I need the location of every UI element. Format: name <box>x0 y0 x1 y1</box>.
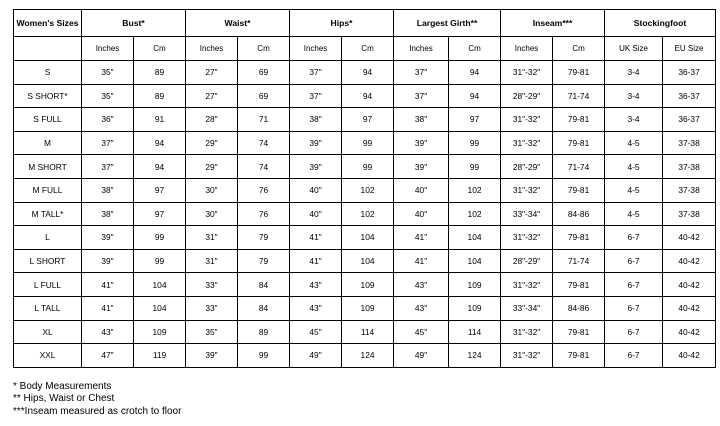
measurement-cell: 6-7 <box>605 296 663 320</box>
measurement-cell: 79 <box>238 226 290 250</box>
measurement-cell: 33"-34" <box>501 296 553 320</box>
measurement-cell: 4-5 <box>605 155 663 179</box>
measurement-cell: 33"-34" <box>501 202 553 226</box>
size-row <box>14 296 716 320</box>
measurement-cell: 41" <box>394 249 449 273</box>
measurement-cell: 33" <box>186 273 238 297</box>
measurement-cell: 39" <box>290 155 342 179</box>
measurement-cell: 49" <box>394 344 449 368</box>
measurement-cell: 36-37 <box>663 61 716 85</box>
measurement-cell: 99 <box>134 249 186 273</box>
size-label-cell: S <box>14 61 82 85</box>
measurement-cell: 27" <box>186 84 238 108</box>
measurement-cell: 31"-32" <box>501 108 553 132</box>
size-rows <box>14 61 716 368</box>
size-label-cell: XL <box>14 320 82 344</box>
measurement-cell: 76 <box>238 202 290 226</box>
size-row <box>14 273 716 297</box>
measurement-cell: 114 <box>342 320 394 344</box>
measurement-cell: 79-81 <box>553 320 605 344</box>
unit-header-row <box>14 37 716 61</box>
group-header-row <box>14 10 716 37</box>
measurement-cell: 6-7 <box>605 273 663 297</box>
size-row <box>14 226 716 250</box>
footnotes <box>13 381 181 418</box>
measurement-cell: 109 <box>134 320 186 344</box>
footnote: ***Inseam measured as crotch to floor <box>13 405 182 417</box>
measurement-cell: 28"-29" <box>501 155 553 179</box>
size-label-cell: S SHORT* <box>14 84 82 108</box>
measurement-cell: 37-38 <box>663 131 716 155</box>
measurement-cell: 104 <box>342 249 394 273</box>
measurement-cell: 69 <box>238 84 290 108</box>
measurement-cell: 84-86 <box>553 202 605 226</box>
size-label-cell: L FULL <box>14 273 82 297</box>
waist-header: Waist* <box>186 10 290 37</box>
measurement-cell: 6-7 <box>605 226 663 250</box>
measurement-cell: 37-38 <box>663 202 716 226</box>
measurement-cell: 37" <box>290 84 342 108</box>
size-row <box>14 61 716 85</box>
measurement-cell: 39" <box>82 249 134 273</box>
unit-header: Inches <box>186 37 238 61</box>
measurement-cell: 36-37 <box>663 84 716 108</box>
measurement-cell: 37" <box>290 61 342 85</box>
measurement-cell: 37" <box>82 155 134 179</box>
measurement-cell: 29" <box>186 155 238 179</box>
measurement-cell: 31"-32" <box>501 273 553 297</box>
measurement-cell: 31"-32" <box>501 61 553 85</box>
bust-header: Bust* <box>82 10 186 37</box>
size-label-cell: M FULL <box>14 178 82 202</box>
measurement-cell: 84 <box>238 273 290 297</box>
measurement-cell: 79-81 <box>553 108 605 132</box>
measurement-cell: 71 <box>238 108 290 132</box>
measurement-cell: 36-37 <box>663 108 716 132</box>
measurement-cell: 79-81 <box>553 226 605 250</box>
measurement-cell: 40-42 <box>663 273 716 297</box>
measurement-cell: 99 <box>342 155 394 179</box>
measurement-cell: 104 <box>449 249 501 273</box>
measurement-cell: 37-38 <box>663 155 716 179</box>
measurement-cell: 47" <box>82 344 134 368</box>
measurement-cell: 38" <box>394 108 449 132</box>
measurement-cell: 33" <box>186 296 238 320</box>
measurement-cell: 99 <box>342 131 394 155</box>
measurement-cell: 31" <box>186 226 238 250</box>
size-label-cell: L <box>14 226 82 250</box>
measurement-cell: 102 <box>342 202 394 226</box>
measurement-cell: 102 <box>449 202 501 226</box>
measurement-cell: 45" <box>290 320 342 344</box>
measurement-cell: 99 <box>238 344 290 368</box>
measurement-cell: 124 <box>449 344 501 368</box>
measurement-cell: 30" <box>186 178 238 202</box>
measurement-cell: 94 <box>134 155 186 179</box>
measurement-cell: 99 <box>449 131 501 155</box>
unit-header: Inches <box>290 37 342 61</box>
unit-header: Cm <box>449 37 501 61</box>
measurement-cell: 3-4 <box>605 84 663 108</box>
measurement-cell: 3-4 <box>605 108 663 132</box>
unit-header: Cm <box>134 37 186 61</box>
measurement-cell: 104 <box>342 226 394 250</box>
measurement-cell: 41" <box>394 226 449 250</box>
measurement-cell: 71-74 <box>553 84 605 108</box>
footnote: * Body Measurements <box>13 381 112 392</box>
measurement-cell: 97 <box>449 108 501 132</box>
size-row <box>14 131 716 155</box>
size-row <box>14 84 716 108</box>
measurement-cell: 49" <box>290 344 342 368</box>
measurement-cell: 31"-32" <box>501 226 553 250</box>
unit-header: Cm <box>342 37 394 61</box>
measurement-cell: 39" <box>394 131 449 155</box>
measurement-cell: 43" <box>82 320 134 344</box>
measurement-cell: 41" <box>82 296 134 320</box>
measurement-cell: 43" <box>290 296 342 320</box>
size-row <box>14 344 716 368</box>
measurement-cell: 40-42 <box>663 296 716 320</box>
measurement-cell: 76 <box>238 178 290 202</box>
measurement-cell: 102 <box>449 178 501 202</box>
size-label-cell: XXL <box>14 344 82 368</box>
measurement-cell: 37" <box>82 131 134 155</box>
measurement-cell: 40-42 <box>663 344 716 368</box>
measurement-cell: 39" <box>186 344 238 368</box>
measurement-cell: 109 <box>449 273 501 297</box>
measurement-cell: 97 <box>342 108 394 132</box>
measurement-cell: 28"-29" <box>501 249 553 273</box>
measurement-cell: 37" <box>394 84 449 108</box>
measurement-cell: 35" <box>82 84 134 108</box>
measurement-cell: 4-5 <box>605 131 663 155</box>
measurement-cell: 84 <box>238 296 290 320</box>
measurement-cell: 39" <box>290 131 342 155</box>
measurement-cell: 109 <box>342 296 394 320</box>
size-row <box>14 155 716 179</box>
unit-header: Cm <box>553 37 605 61</box>
unit-header: Inches <box>501 37 553 61</box>
size-label-cell: M SHORT <box>14 155 82 179</box>
measurement-cell: 89 <box>238 320 290 344</box>
measurement-cell: 91 <box>134 108 186 132</box>
stockingfoot-header: Stockingfoot <box>605 10 716 37</box>
measurement-cell: 40-42 <box>663 320 716 344</box>
measurement-cell: 4-5 <box>605 178 663 202</box>
measurement-cell: 39" <box>82 226 134 250</box>
measurement-cell: 79 <box>238 249 290 273</box>
measurement-cell: 84-86 <box>553 296 605 320</box>
measurement-cell: 97 <box>134 178 186 202</box>
measurement-cell: 71-74 <box>553 155 605 179</box>
measurement-cell: 94 <box>449 61 501 85</box>
hips-header: Hips* <box>290 10 394 37</box>
measurement-cell: 71-74 <box>553 249 605 273</box>
measurement-cell: 31"-32" <box>501 178 553 202</box>
measurement-cell: 89 <box>134 84 186 108</box>
measurement-cell: 31"-32" <box>501 344 553 368</box>
measurement-cell: 38" <box>290 108 342 132</box>
size-row <box>14 320 716 344</box>
size-label-cell: L SHORT <box>14 249 82 273</box>
unit-header: Cm <box>238 37 290 61</box>
size-row <box>14 178 716 202</box>
measurement-cell: 43" <box>394 296 449 320</box>
measurement-cell: 79-81 <box>553 178 605 202</box>
measurement-cell: 31"-32" <box>501 320 553 344</box>
size-row <box>14 108 716 132</box>
measurement-cell: 40" <box>394 202 449 226</box>
measurement-cell: 39" <box>394 155 449 179</box>
size-row <box>14 202 716 226</box>
measurement-cell: 6-7 <box>605 249 663 273</box>
empty-header-cell <box>14 37 82 61</box>
largest-girth-header: Largest Girth** <box>394 10 501 37</box>
measurement-cell: 40-42 <box>663 249 716 273</box>
measurement-cell: 40-42 <box>663 226 716 250</box>
measurement-cell: 99 <box>134 226 186 250</box>
measurement-cell: 94 <box>342 61 394 85</box>
measurement-cell: 104 <box>134 296 186 320</box>
measurement-cell: 119 <box>134 344 186 368</box>
measurement-cell: 89 <box>134 61 186 85</box>
measurement-cell: 94 <box>342 84 394 108</box>
measurement-cell: 79-81 <box>553 273 605 297</box>
measurement-cell: 40" <box>290 178 342 202</box>
measurement-cell: 97 <box>134 202 186 226</box>
unit-header: Inches <box>394 37 449 61</box>
measurement-cell: 43" <box>394 273 449 297</box>
measurement-cell: 74 <box>238 155 290 179</box>
measurement-cell: 36" <box>82 108 134 132</box>
size-row <box>14 249 716 273</box>
inseam-header: Inseam*** <box>501 10 605 37</box>
measurement-cell: 28" <box>186 108 238 132</box>
measurement-cell: 27" <box>186 61 238 85</box>
size-label-cell: S FULL <box>14 108 82 132</box>
measurement-cell: 28"-29" <box>501 84 553 108</box>
size-label-cell: M TALL* <box>14 202 82 226</box>
size-label-cell: L TALL <box>14 296 82 320</box>
measurement-cell: 31" <box>186 249 238 273</box>
measurement-cell: 114 <box>449 320 501 344</box>
measurement-cell: 74 <box>238 131 290 155</box>
measurement-cell: 3-4 <box>605 61 663 85</box>
measurement-cell: 35" <box>186 320 238 344</box>
measurement-cell: 109 <box>449 296 501 320</box>
measurement-cell: 79-81 <box>553 131 605 155</box>
measurement-cell: 6-7 <box>605 320 663 344</box>
measurement-cell: 4-5 <box>605 202 663 226</box>
measurement-cell: 79-81 <box>553 61 605 85</box>
measurement-cell: 38" <box>82 178 134 202</box>
measurement-cell: 109 <box>342 273 394 297</box>
measurement-cell: 37" <box>394 61 449 85</box>
measurement-cell: 104 <box>449 226 501 250</box>
measurement-cell: 35" <box>82 61 134 85</box>
measurement-cell: 38" <box>82 202 134 226</box>
measurement-cell: 37-38 <box>663 178 716 202</box>
footnote: ** Hips, Waist or Chest <box>13 393 115 405</box>
measurement-cell: 41" <box>82 273 134 297</box>
measurement-cell: 104 <box>134 273 186 297</box>
measurement-cell: 94 <box>449 84 501 108</box>
unit-header: Inches <box>82 37 134 61</box>
measurement-cell: 69 <box>238 61 290 85</box>
measurement-cell: 41" <box>290 226 342 250</box>
measurement-cell: 40" <box>290 202 342 226</box>
measurement-cell: 29" <box>186 131 238 155</box>
measurement-cell: 99 <box>449 155 501 179</box>
measurement-cell: 79-81 <box>553 344 605 368</box>
measurement-cell: 31"-32" <box>501 131 553 155</box>
measurement-cell: 124 <box>342 344 394 368</box>
measurement-cell: 102 <box>342 178 394 202</box>
measurement-cell: 41" <box>290 249 342 273</box>
womens-sizes-header: Women's Sizes <box>14 10 82 37</box>
measurement-cell: 94 <box>134 131 186 155</box>
measurement-cell: 43" <box>290 273 342 297</box>
measurement-cell: 6-7 <box>605 344 663 368</box>
measurement-cell: 30" <box>186 202 238 226</box>
measurement-cell: 40" <box>394 178 449 202</box>
measurement-cell: 45" <box>394 320 449 344</box>
size-chart-table <box>13 9 716 368</box>
unit-header: EU Size <box>663 37 716 61</box>
size-label-cell: M <box>14 131 82 155</box>
unit-header: UK Size <box>605 37 663 61</box>
